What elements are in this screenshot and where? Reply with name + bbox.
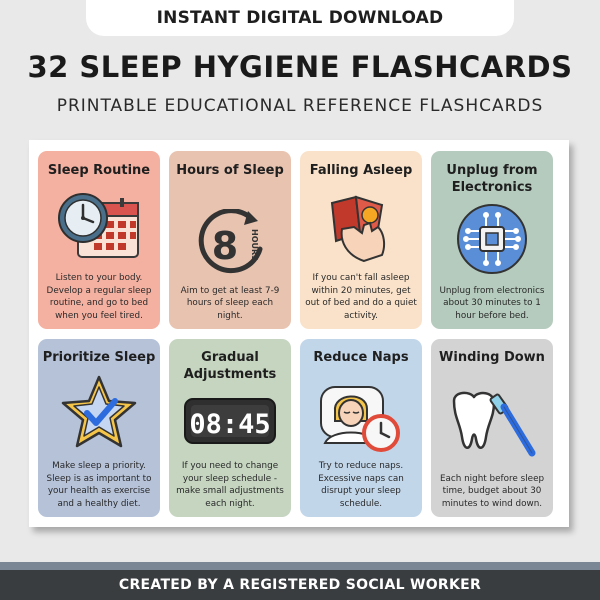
card-title: Gradual Adjustments	[183, 350, 277, 382]
flashcard-gradual-adjustments	[169, 339, 291, 517]
flashcard-sheet	[29, 140, 569, 527]
hours-number: 8	[211, 224, 239, 268]
hours-label: HOURS	[250, 229, 259, 261]
card-text: Listen to your body. Develop a regular sleep routine, and go to bed when you feel tired.	[46, 273, 152, 321]
digital-clock-icon	[183, 397, 277, 445]
card-title: Falling Asleep	[309, 163, 413, 178]
flashcard-sleep-routine	[38, 151, 160, 329]
page-subtitle: PRINTABLE EDUCATIONAL REFERENCE FLASHCARDS	[56, 96, 544, 116]
card-title: Sleep Routine	[47, 163, 151, 178]
card-text: If you need to change your sleep schedule - make small adjustments each night.	[176, 461, 284, 509]
star-checkmark-icon	[59, 373, 139, 451]
instant-download-banner: INSTANT DIGITAL DOWNLOAD	[86, 0, 514, 36]
flashcard-falling-asleep	[300, 151, 422, 329]
card-text: If you can't fall asleep within 20 minutes, get out of bed and do a quiet activity.	[305, 273, 417, 321]
card-title: Prioritize Sleep	[42, 350, 156, 365]
page-title: 32 SLEEP HYGIENE FLASHCARDS	[27, 50, 573, 84]
microchip-icon	[456, 203, 528, 275]
hand-holding-book-icon	[326, 189, 396, 265]
card-text: Aim to get at least 7-9 hours of sleep each night.	[180, 285, 280, 321]
flashcard-prioritize-sleep	[38, 339, 160, 517]
card-text: Unplug from electronics about 30 minutes to 1 hour before bed.	[439, 285, 545, 321]
flashcard-hours-of-sleep	[169, 151, 291, 329]
card-title: Hours of Sleep	[176, 163, 284, 178]
card-title: Winding Down	[439, 350, 545, 365]
clock-readout: 08:45	[189, 409, 271, 440]
card-title: Reduce Naps	[313, 350, 409, 365]
card-title: Unplug from Electronics	[446, 163, 538, 195]
sleeping-person-clock-icon	[317, 381, 405, 453]
footer-accent-strip	[0, 562, 600, 570]
flashcard-unplug	[431, 151, 553, 329]
card-text: Make sleep a priority. Sleep is as important to your health as exercise and a healthy diet.	[46, 461, 152, 509]
card-text: Try to reduce naps. Excessive naps can disrupt your sleep schedule.	[318, 461, 404, 509]
8-hours-icon	[190, 209, 270, 281]
clock-calendar-icon	[56, 189, 142, 263]
card-text: Each night before sleep time, budget about 30 minutes to wind down.	[439, 473, 545, 509]
flashcard-reduce-naps	[300, 339, 422, 517]
footer-banner: CREATED BY A REGISTERED SOCIAL WORKER	[0, 570, 600, 600]
tooth-toothbrush-icon	[444, 389, 540, 459]
flashcard-winding-down	[431, 339, 553, 517]
